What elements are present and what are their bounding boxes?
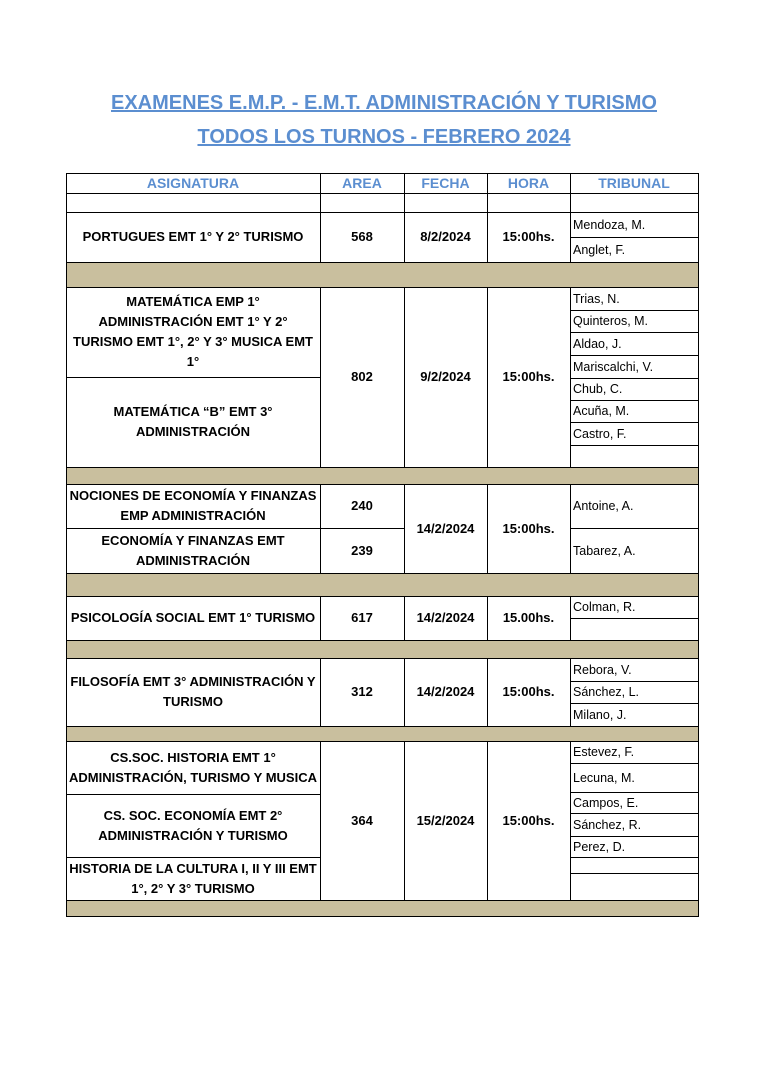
section-separator-bottom — [66, 741, 699, 742]
section-separator — [66, 262, 698, 287]
table-left-border — [66, 640, 67, 659]
subject-name: MATEMÁTICA EMP 1° ADMINISTRACIÓN EMT 1° Y 2° TURISMO EMT 1°, 2° Y 3° MUSICA EMT 1° — [73, 294, 313, 369]
section-separator-top — [66, 640, 699, 641]
tribunal-member: Acuña, M. — [573, 404, 630, 418]
subject-name: FILOSOFÍA EMT 3° ADMINISTRACIÓN Y TURISMO — [70, 674, 316, 709]
tribunal-divider — [570, 355, 699, 356]
table-left-border — [66, 467, 67, 485]
tribunal-member: Antoine, A. — [573, 499, 634, 513]
exam-time: 15.00hs. — [502, 610, 555, 625]
tribunal-member: Castro, F. — [573, 426, 627, 441]
tribunal-divider — [570, 681, 699, 682]
subject-name: PORTUGUES EMT 1° Y 2° TURISMO — [82, 229, 304, 244]
column-divider — [404, 173, 405, 212]
tribunal-member — [570, 618, 698, 640]
tribunal-divider — [570, 792, 699, 793]
exam-date: 8/2/2024 — [420, 229, 471, 244]
section-separator — [66, 467, 698, 484]
header-divider — [66, 193, 699, 194]
subject-name: ECONOMÍA Y FINANZAS EMT ADMINISTRACIÓN — [101, 532, 285, 568]
section-separator — [66, 640, 698, 658]
section-separator-top — [66, 573, 699, 574]
table-left-border — [66, 726, 67, 742]
subject-divider — [66, 857, 321, 858]
subject-divider — [66, 794, 321, 795]
column-divider — [570, 173, 571, 212]
exam-time: 15:00hs. — [502, 369, 555, 384]
exam-date: 14/2/2024 — [416, 520, 475, 536]
tribunal-member: Sánchez, R. — [573, 817, 642, 832]
tribunal-member: Mendoza, M. — [573, 217, 646, 232]
header-fecha: FECHA — [421, 175, 470, 191]
column-divider — [487, 173, 488, 212]
section-separator-bottom — [66, 596, 699, 597]
subject-name: HISTORIA DE LA CULTURA I, II Y III EMT 1°, 2° Y 3° TURISMO — [69, 860, 317, 896]
section-separator — [66, 573, 698, 596]
area-code: 312 — [351, 684, 373, 699]
page-title: EXAMENES E.M.P. - E.M.T. ADMINISTRACIÓN Y TURISMO — [111, 92, 657, 114]
exam-time: 15:00hs. — [502, 684, 555, 699]
table-right-border — [698, 467, 699, 485]
tribunal-divider — [570, 763, 699, 764]
table-right-border — [698, 640, 699, 659]
column-divider — [698, 658, 699, 726]
table-right-border — [698, 900, 699, 917]
tribunal-divider — [570, 857, 699, 858]
section-separator-bottom — [66, 484, 699, 485]
tribunal-member: Anglet, F. — [573, 242, 626, 257]
exam-time: 15:00hs. — [502, 520, 555, 536]
exam-date: 14/2/2024 — [416, 684, 475, 699]
table-left-border — [66, 573, 67, 597]
tribunal-member — [570, 445, 698, 467]
column-divider — [320, 173, 321, 212]
tribunal-member — [570, 873, 698, 900]
tribunal-divider — [570, 813, 699, 814]
subject-name: NOCIONES DE ECONOMÍA Y FINANZAS EMP ADMINISTRACIÓN — [69, 488, 317, 523]
table-left-border — [66, 900, 67, 917]
section-separator-top — [66, 262, 699, 263]
tribunal-divider — [570, 618, 699, 619]
header-tribunal: TRIBUNAL — [598, 175, 670, 191]
exam-date: 9/2/2024 — [420, 369, 471, 384]
section-separator — [66, 726, 698, 741]
tribunal-divider — [570, 237, 699, 238]
tribunal-member: Chub, C. — [573, 382, 623, 396]
header-asignatura: ASIGNATURA — [146, 175, 240, 191]
header-hora: HORA — [507, 175, 550, 191]
exam-time: 15:00hs. — [502, 229, 555, 244]
tribunal-divider — [570, 836, 699, 837]
tribunal-divider — [570, 703, 699, 704]
section-separator-bottom — [66, 658, 699, 659]
table-right-border — [698, 726, 699, 742]
area-code: 364 — [351, 812, 373, 828]
subject-divider — [66, 377, 321, 378]
tribunal-member: Perez, D. — [573, 839, 626, 854]
section-separator-top — [66, 900, 699, 901]
area-code: 239 — [351, 542, 373, 558]
tribunal-member — [570, 857, 698, 873]
tribunal-member: Estevez, F. — [573, 745, 635, 759]
tribunal-divider — [570, 528, 699, 529]
section-separator-bottom — [66, 287, 699, 288]
subject-name: MATEMÁTICA “B” EMT 3° ADMINISTRACIÓN — [113, 404, 273, 439]
tribunal-divider — [570, 873, 699, 874]
tribunal-member: Milano, J. — [573, 707, 627, 722]
header-area: AREA — [342, 175, 382, 191]
exam-date: 14/2/2024 — [416, 610, 475, 625]
table-right-border — [698, 262, 699, 288]
tribunal-divider — [570, 332, 699, 333]
column-divider — [66, 173, 67, 212]
tribunal-member: Mariscalchi, V. — [573, 359, 654, 374]
column-divider — [66, 741, 67, 900]
tribunal-divider — [570, 310, 699, 311]
subject-name: PSICOLOGÍA SOCIAL EMT 1° TURISMO — [70, 610, 316, 625]
tribunal-divider — [570, 422, 699, 423]
table-right-border — [698, 573, 699, 597]
subject-divider — [66, 528, 321, 529]
exam-time: 15:00hs. — [502, 812, 555, 828]
column-divider — [66, 596, 67, 640]
section-separator-top — [66, 467, 699, 468]
tribunal-member: Rebora, V. — [573, 662, 632, 677]
table-left-border — [66, 262, 67, 288]
tribunal-divider — [570, 400, 699, 401]
tribunal-member: Lecuna, M. — [573, 770, 635, 785]
area-code: 802 — [351, 369, 373, 384]
area-code: 568 — [351, 229, 373, 244]
tribunal-member: Aldao, J. — [573, 336, 622, 351]
page-subtitle: TODOS LOS TURNOS - FEBRERO 2024 — [197, 126, 571, 148]
column-divider — [66, 658, 67, 726]
area-divider — [320, 528, 405, 529]
area-code: 240 — [351, 498, 373, 513]
column-divider — [66, 212, 67, 262]
tribunal-member: Tabarez, A. — [573, 543, 636, 558]
column-divider — [698, 741, 699, 900]
tribunal-divider — [570, 445, 699, 446]
column-divider — [698, 287, 699, 467]
column-divider — [698, 173, 699, 212]
tribunal-member: Campos, E. — [573, 795, 639, 810]
tribunal-member: Colman, R. — [573, 600, 636, 614]
tribunal-member: Sánchez, L. — [573, 685, 640, 699]
tribunal-divider — [570, 378, 699, 379]
tribunal-member: Quinteros, M. — [573, 314, 649, 328]
area-code: 617 — [351, 610, 373, 625]
section-separator — [66, 900, 698, 916]
subject-name: CS.SOC. HISTORIA EMT 1° ADMINISTRACIÓN, TURISMO Y MUSICA — [69, 749, 317, 785]
exam-date: 15/2/2024 — [416, 812, 475, 828]
tribunal-member: Trias, N. — [573, 291, 620, 306]
section-separator-bottom — [66, 916, 699, 917]
section-separator-top — [66, 726, 699, 727]
subject-name: CS. SOC. ECONOMÍA EMT 2° ADMINISTRACIÓN Y TURISMO — [98, 807, 288, 843]
